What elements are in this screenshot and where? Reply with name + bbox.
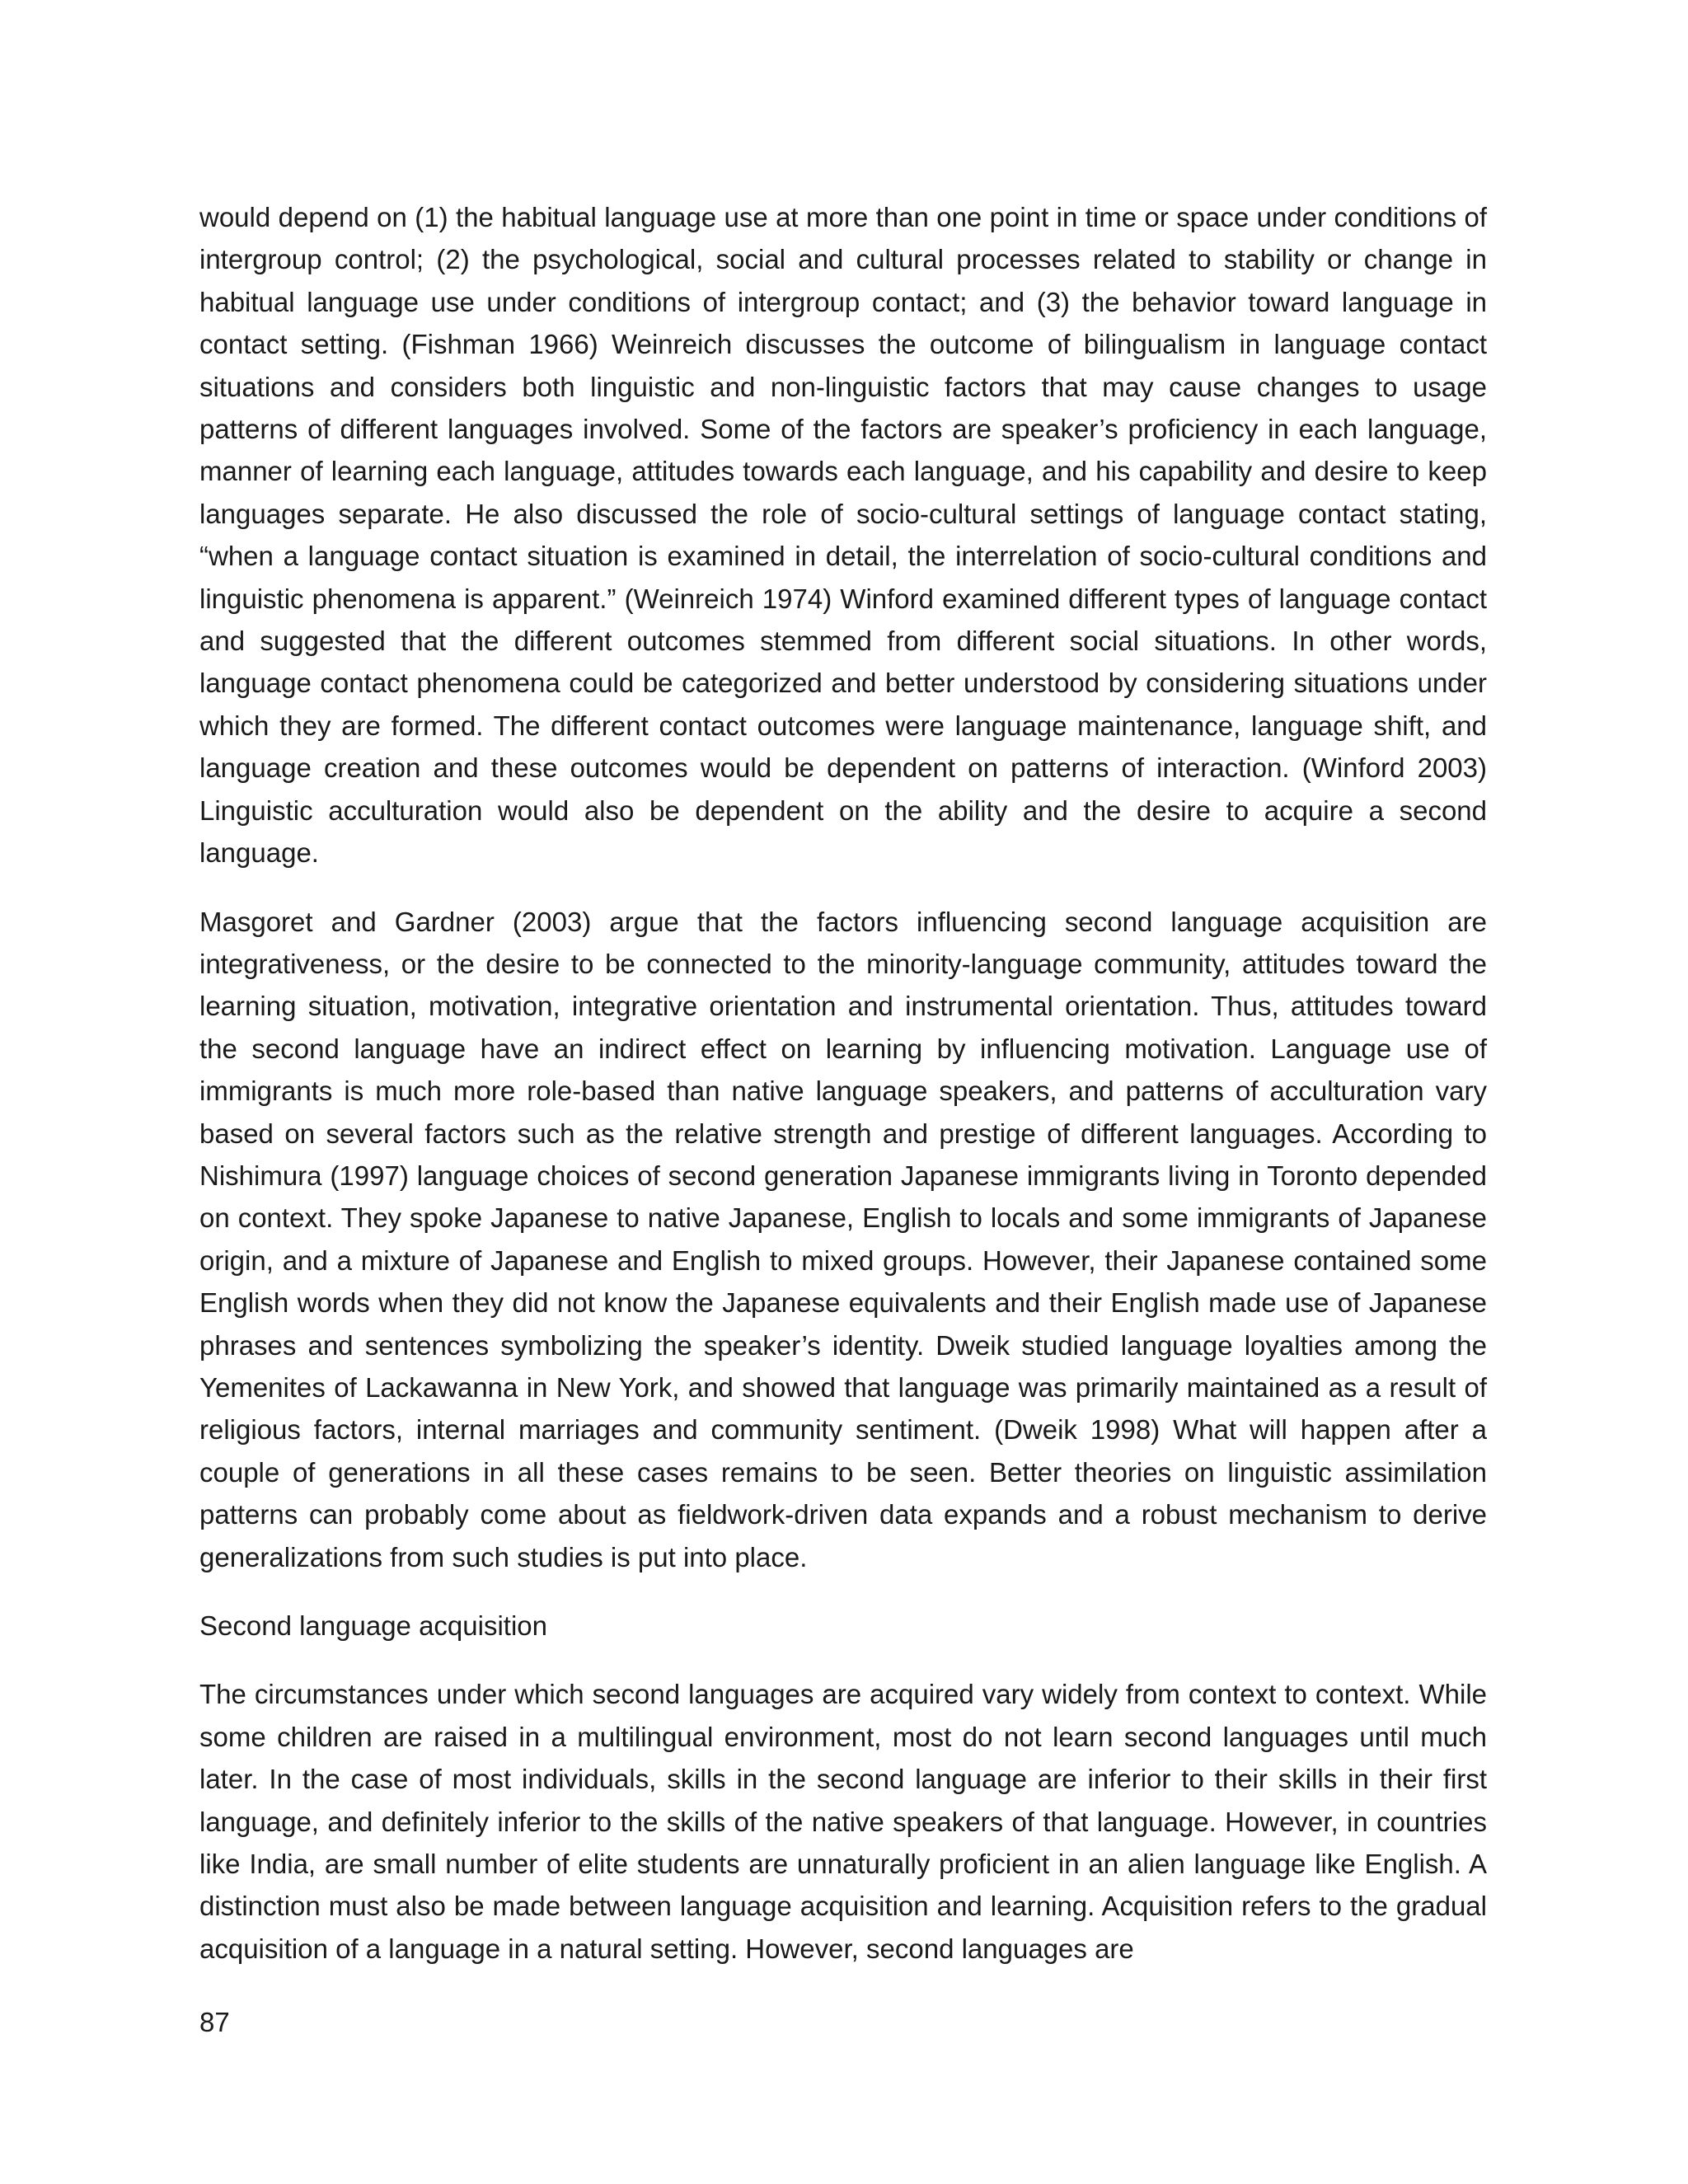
page-number: 87 bbox=[199, 2007, 230, 2037]
paragraph-3: The circumstances under which second languages are acquired vary widely from context to context. While some children are raised in a multilingual environment, most do not learn second languages until much later. In the case of most individuals, skills in the second language are inferior to their skills in their first language, and definitely inferior to the skills of the native speakers of that language. However, in countries like India, are small number of elite students are unnaturally proficient in an alien language like English. A distinction must also be made between language acquisition and learning. Acquisition refers to the gradual acquisition of a language in a natural setting. However, second languages are bbox=[199, 1679, 1487, 1964]
body-text bbox=[199, 196, 1487, 1996]
paragraph-2: Masgoret and Gardner (2003) argue that the factors influencing second language acquisition are integrativeness, or the desire to be connected to the minority-language community, attitudes toward the learning situation, motivation, integrative orientation and instrumental orientation. Thus, attitudes toward the second language have an indirect effect on learning by influencing motivation. Language use of immigrants is much more role-based than native language speakers, and patterns of acculturation vary based on several factors such as the relative strength and prestige of different languages. According to Nishimura (1997) language choices of second generation Japanese immigrants living in Toronto depended on context. They spoke Japanese to native Japanese, English to locals and some immigrants of Japanese origin, and a mixture of Japanese and English to mixed groups. However, their Japanese contained some English words when they did not know the Japanese equivalents and their English made use of Japanese phrases and sentences symbolizing the speaker’s identity. Dweik studied language loyalties among the Yemenites of Lackawanna in New York, and showed that language was primarily maintained as a result of religious factors, internal marriages and community sentiment. (Dweik 1998) What will happen after a couple of generations in all these cases remains to be seen. Better theories on linguistic assimilation patterns can probably come about as fieldwork-driven data expands and a robust mechanism to derive generalizations from such studies is put into place. bbox=[199, 906, 1487, 1572]
section-heading: Second language acquisition bbox=[199, 1610, 547, 1641]
paragraph-1: would depend on (1) the habitual language use at more than one point in time or space under conditions of intergroup control; (2) the psychological, social and cultural processes related to stability or change in habitual language use under conditions of intergroup contact; and (3) the behavior toward language in contact setting. (Fishman 1966) Weinreich discusses the outcome of bilingualism in language contact situations and considers both linguistic and non-linguistic factors that may cause changes to usage patterns of different languages involved. Some of the factors are speaker’s proficiency in each language, manner of learning each language, attitudes towards each language, and his capability and desire to keep languages separate. He also discussed the role of socio-cultural settings of language contact stating, “when a language contact situation is examined in detail, the interrelation of socio-cultural conditions and linguistic phenomena is apparent.” (Weinreich 1974) Winford examined different types of language contact and suggested that the different outcomes stemmed from different social situations. In other words, language contact phenomena could be categorized and better understood by considering situations under which they are formed. The different contact outcomes were language maintenance, language shift, and language creation and these outcomes would be dependent on patterns of interaction. (Winford 2003) Linguistic acculturation would also be dependent on the ability and the desire to acquire a second language. bbox=[199, 202, 1487, 869]
